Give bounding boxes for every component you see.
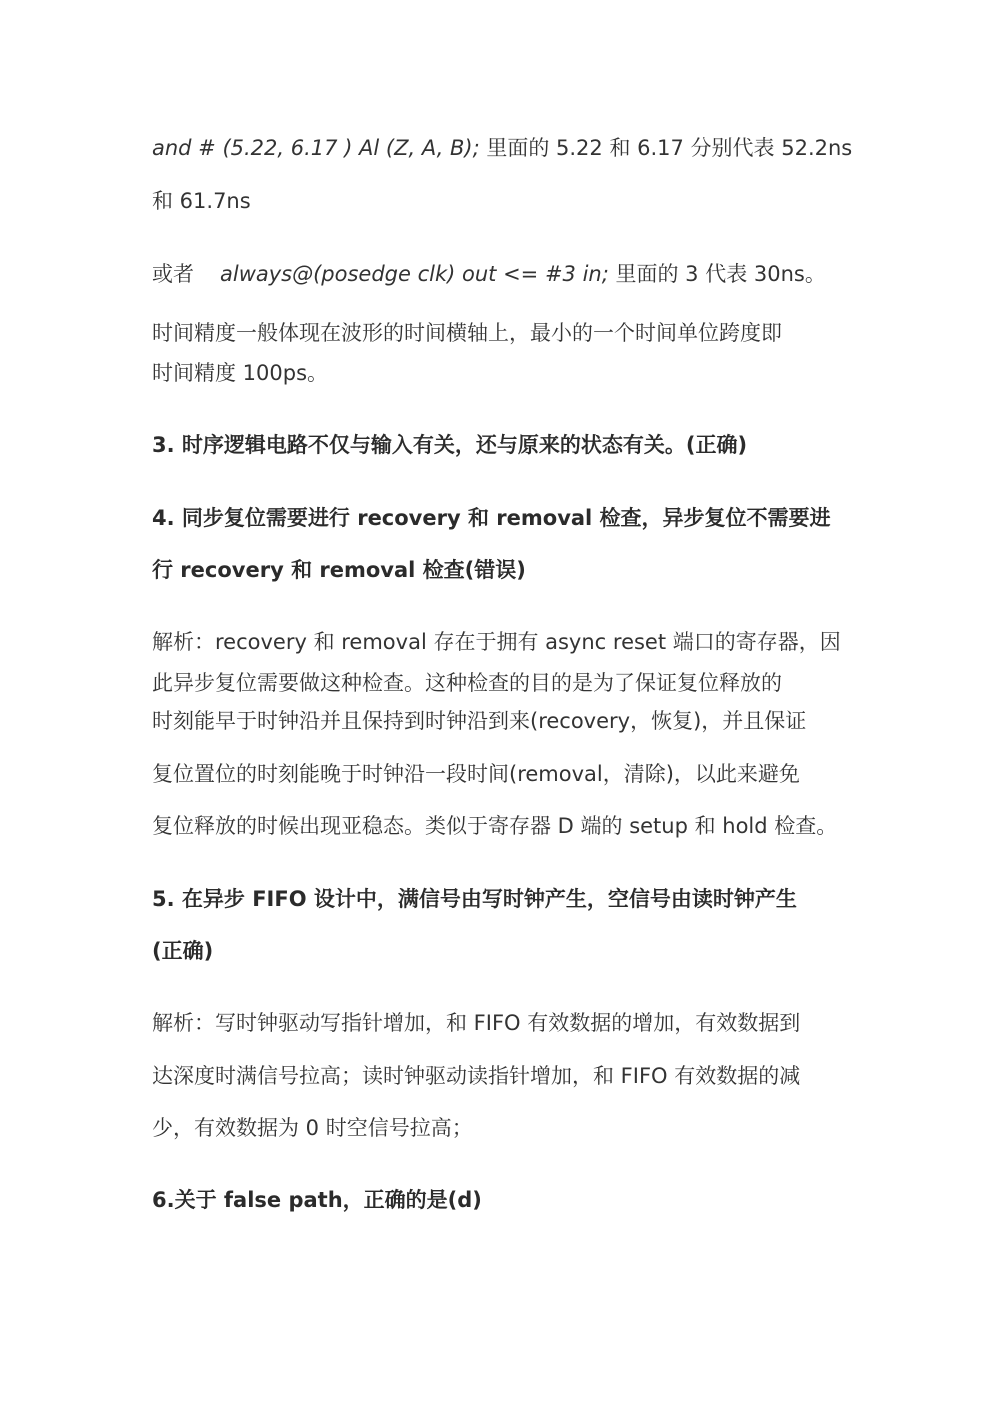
paragraph-line: 时间精度一般体现在波形的时间横轴上，最小的一个时间单位跨度即 <box>152 321 782 345</box>
question-4-heading: 4. 同步复位需要进行 recovery 和 removal 检查，异步复位不需要进 <box>152 506 831 530</box>
answer-4-line: 复位置位的时刻能晚于时钟沿一段时间(removal，清除)，以此来避免 <box>152 762 800 786</box>
answer-5-line: 达深度时满信号拉高；读时钟驱动读指针增加，和 FIFO 有效数据的减 <box>152 1064 801 1088</box>
question-3-heading: 3. 时序逻辑电路不仅与输入有关，还与原来的状态有关。(正确) <box>152 433 748 457</box>
prefix-text: 或者 <box>152 262 194 286</box>
code-snippet: and # (5.22, 6.17 ) Al (Z, A, B); <box>152 136 480 160</box>
explanation-text: 里面的 5.22 和 6.17 分别代表 52.2ns <box>479 136 853 160</box>
answer-4-line: 复位释放的时候出现亚稳态。类似于寄存器 D 端的 setup 和 hold 检查。 <box>152 814 838 838</box>
paragraph-line: 时间精度 100ps。 <box>152 361 329 385</box>
timescale-example-line <box>152 134 852 162</box>
question-6-heading: 6.关于 false path，正确的是(d) <box>152 1188 482 1212</box>
question-4-heading-cont: 行 recovery 和 removal 检查(错误) <box>152 558 526 582</box>
answer-4-line: 时刻能早于时钟沿并且保持到时钟沿到来(recovery，恢复)，并且保证 <box>152 709 807 733</box>
code-snippet: always@(posedge clk) out <= #3 in; <box>220 262 609 286</box>
answer-4-line: 解析：recovery 和 removal 存在于拥有 async reset 端口的寄存器，因 <box>152 630 841 654</box>
explanation-text: 里面的 3 代表 30ns。 <box>608 262 826 286</box>
question-5-heading-cont: (正确) <box>152 939 214 963</box>
paragraph-line: 和 61.7ns <box>152 189 251 213</box>
answer-4-line: 此异步复位需要做这种检查。这种检查的目的是为了保证复位释放的 <box>152 671 782 695</box>
answer-5-line: 少，有效数据为 0 时空信号拉高； <box>152 1116 473 1140</box>
question-5-heading: 5. 在异步 FIFO 设计中，满信号由写时钟产生，空信号由读时钟产生 <box>152 887 797 911</box>
answer-5-line: 解析：写时钟驱动写指针增加，和 FIFO 有效数据的增加，有效数据到 <box>152 1011 801 1035</box>
timescale-example-line <box>152 260 826 288</box>
